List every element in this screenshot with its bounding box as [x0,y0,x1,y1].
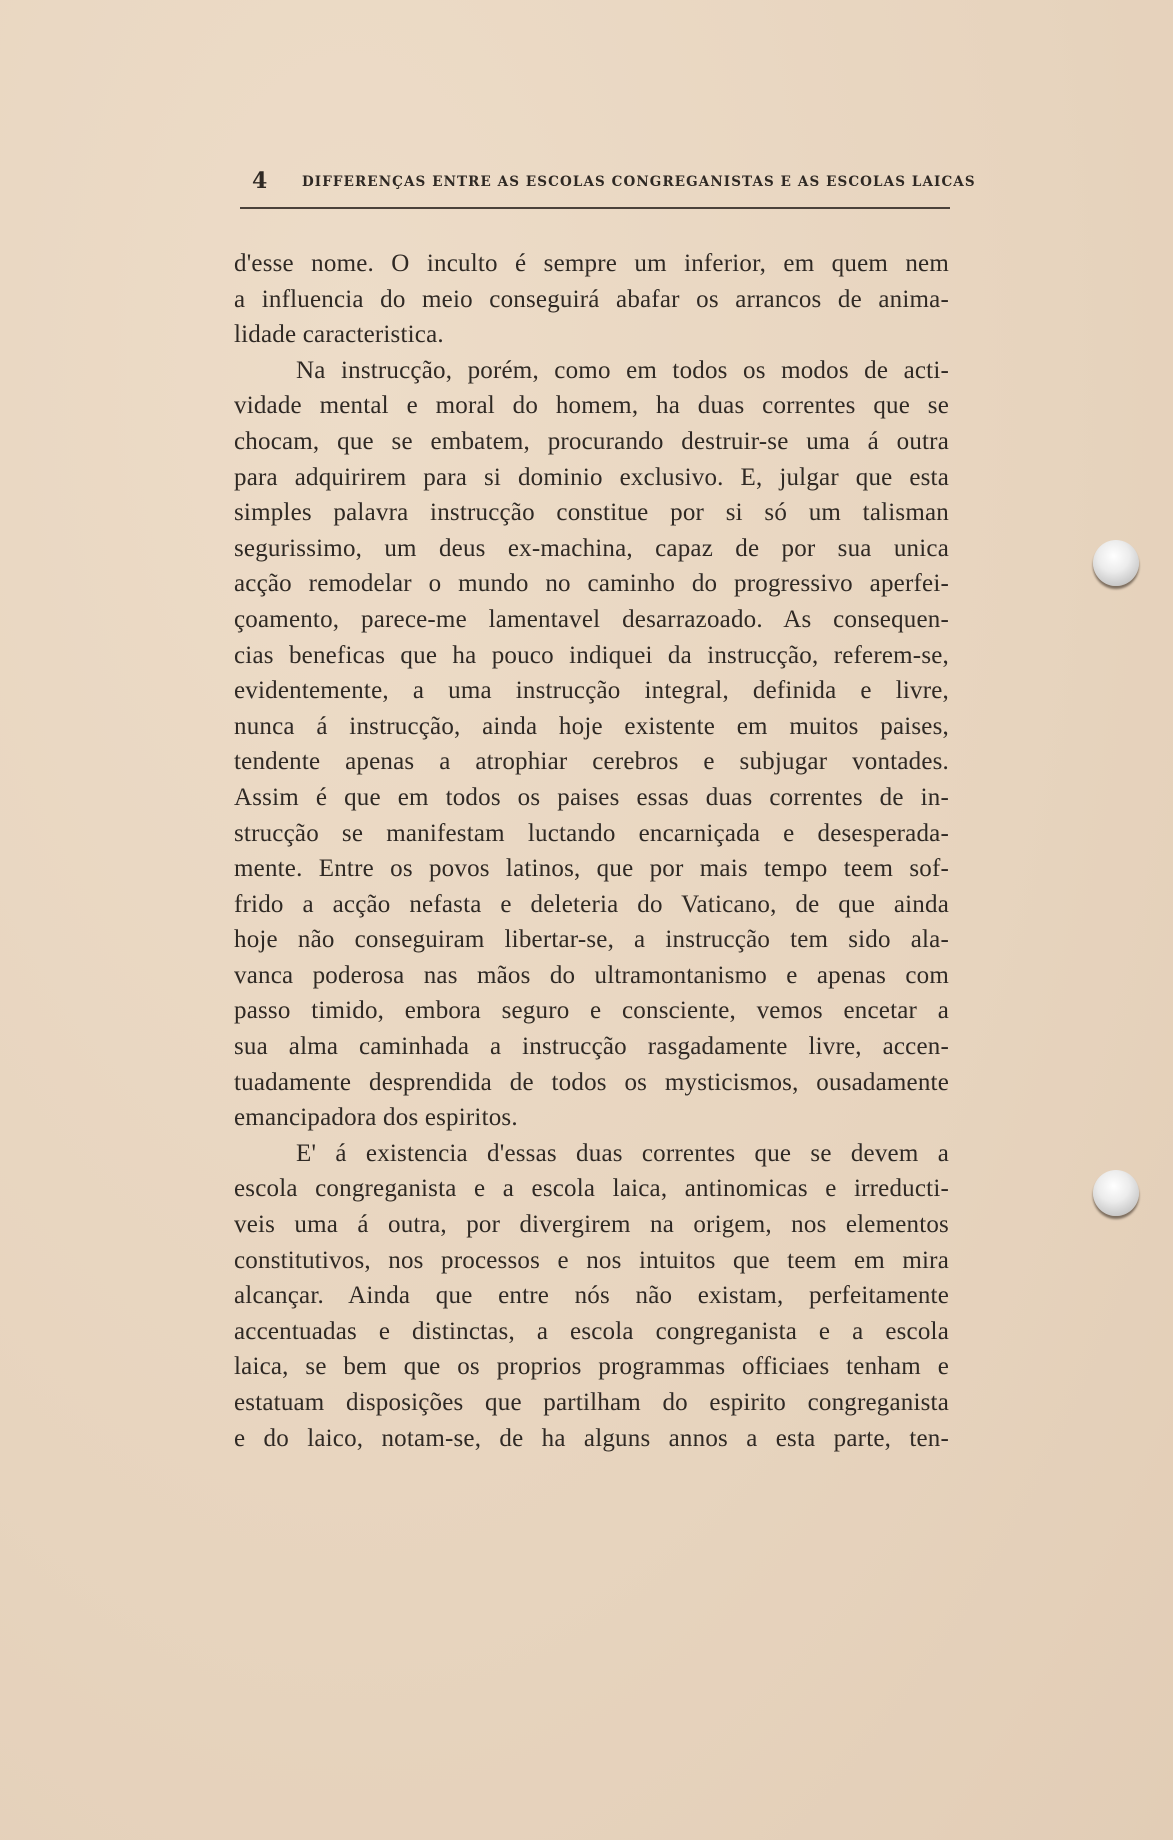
text-line: passo timido, embora seguro e consciente, vemos encetar a [234,997,949,1025]
text-line: strucção se manifestam luctando encarniçada e desesperada- [234,819,949,847]
text-line: vidade mental e moral do homem, ha duas correntes que se [234,392,949,420]
text-line: alcançar. Ainda que entre nós não existam, perfeitamente [234,1282,949,1310]
text-line: tuadamente desprendida de todos os mysticismos, ousadamente [234,1068,949,1096]
text-line: vanca poderosa nas mãos do ultramontanismo e apenas com [234,961,949,989]
header-rule [240,207,950,209]
text-line: lidade caracteristica. [234,321,444,349]
text-line: sua alma caminhada a instrucção rasgadamente livre, accen- [234,1033,949,1061]
text-line: veis uma á outra, por divergirem na origem, nos elementos [234,1211,949,1239]
text-line: segurissimo, um deus ex-machina, capaz de por sua unica [234,534,949,562]
text-line: tendente apenas a atrophiar cerebros e subjugar vontades. [234,748,949,776]
punch-hole-upper [1093,540,1139,586]
punch-hole-lower [1093,1170,1139,1216]
text-line: simples palavra instrucção constitue por si só um talisman [234,499,949,527]
page-header [252,168,976,208]
text-line: Assim é que em todos os paises essas duas correntes de in- [234,783,949,811]
running-title: DIFFERENÇAS ENTRE AS ESCOLAS CONGREGANISTAS E AS ESCOLAS LAICAS [302,174,976,190]
text-line: estatuam disposições que partilham do espirito congreganista [234,1389,949,1416]
text-line: cias beneficas que ha pouco indiquei da instrucção, referem-se, [234,641,949,669]
text-line: Na instrucção, porém, como em todos os modos de acti- [296,356,949,384]
text-line: çoamento, parece-me lamentavel desarrazoado. As consequen- [234,605,949,633]
text-line: frido a acção nefasta e deleteria do Vaticano, de que ainda [234,890,949,918]
text-line: E' á existencia d'essas duas correntes que se devem a [296,1139,949,1167]
text-line: evidentemente, a uma instrucção integral, definida e livre, [234,677,949,705]
text-line: chocam, que se embatem, procurando destruir-se uma á outra [234,427,949,455]
text-line: hoje não conseguiram libertar-se, a instrucção tem sido ala- [234,926,949,954]
text-line: e do laico, notam-se, de ha alguns annos a esta parte, ten- [234,1424,949,1452]
body-text [234,246,949,1456]
text-line: laica, se bem que os proprios programmas officiaes tenham e [234,1353,949,1381]
text-line: acção remodelar o mundo no caminho do progressivo aperfei- [234,570,949,598]
text-line: constitutivos, nos processos e nos intuitos que teem em mira [234,1246,949,1274]
text-line: para adquirirem para si dominio exclusivo. E, julgar que esta [234,463,949,491]
page-number: 4 [252,168,268,194]
text-line: d'esse nome. O inculto é sempre um inferior, em quem nem [234,250,949,277]
text-line: nunca á instrucção, ainda hoje existente em muitos paises, [234,712,949,740]
text-line: mente. Entre os povos latinos, que por mais tempo teem sof- [234,855,949,883]
text-line: escola congreganista e a escola laica, antinomicas e irreducti- [234,1175,949,1203]
text-line: accentuadas e distinctas, a escola congreganista e a escola [234,1317,949,1345]
text-line: a influencia do meio conseguirá abafar os arrancos de anima- [234,285,949,313]
text-line: emancipadora dos espiritos. [234,1104,518,1132]
